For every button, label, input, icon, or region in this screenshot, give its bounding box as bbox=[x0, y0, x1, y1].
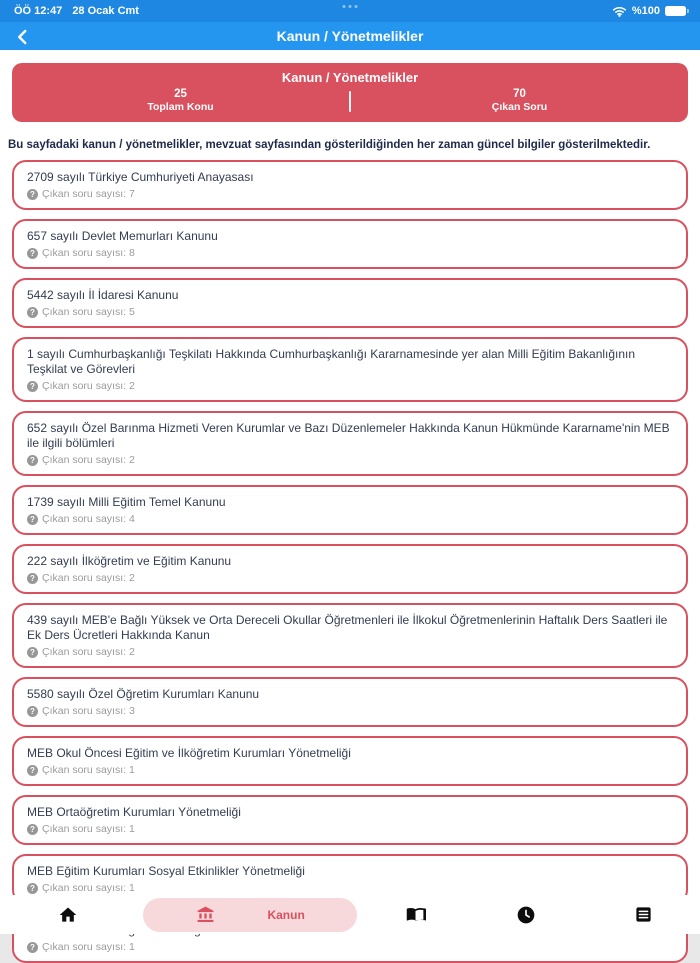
question-circle-icon: ? bbox=[27, 647, 38, 658]
law-card-title: 5580 sayılı Özel Öğretim Kurumları Kanunu bbox=[27, 687, 260, 701]
question-circle-icon: ? bbox=[27, 706, 38, 717]
law-card-title: MEB Ortaöğretim Kurumları Yönetmeliği bbox=[27, 805, 241, 819]
law-card-subtitle bbox=[27, 188, 673, 201]
law-card-subtitle bbox=[27, 941, 673, 954]
question-circle-icon: ? bbox=[27, 455, 38, 466]
question-circle-icon: ? bbox=[27, 189, 38, 200]
law-card-subtitle bbox=[27, 380, 673, 393]
law-card-subtitle bbox=[27, 823, 673, 836]
question-count: Çıkan soru sayısı: 1 bbox=[42, 823, 135, 835]
law-card-subtitle bbox=[27, 513, 673, 526]
home-icon bbox=[58, 905, 78, 925]
question-circle-icon: ? bbox=[27, 381, 38, 392]
law-card-title: 1739 sayılı Milli Eğitim Temel Kanunu bbox=[27, 495, 226, 509]
law-card-title: 657 sayılı Devlet Memurları Kanunu bbox=[27, 229, 218, 243]
question-circle-icon: ? bbox=[27, 824, 38, 835]
wifi-icon bbox=[612, 5, 627, 17]
banner-title: Kanun / Yönetmelikler bbox=[281, 70, 419, 85]
law-card-title: 2709 sayılı Türkiye Cumhuriyeti Anayasası bbox=[27, 170, 254, 184]
open-book-icon bbox=[405, 904, 426, 925]
law-card-subtitle bbox=[27, 572, 673, 585]
tab-kanun-pill[interactable] bbox=[143, 898, 357, 932]
question-count: Çıkan soru sayısı: 7 bbox=[42, 188, 135, 200]
law-card[interactable] bbox=[12, 278, 688, 328]
list-icon bbox=[634, 905, 653, 924]
summary-banner bbox=[12, 63, 688, 122]
tab-bar bbox=[0, 895, 700, 934]
info-text: Bu sayfadaki kanun / yönetmelikler, mevzuat sayfasından gösterildiğinden her zaman güncel bilgiler gösterilmektedir. bbox=[8, 139, 651, 151]
status-date: 28 Ocak Cmt bbox=[72, 5, 139, 17]
question-circle-icon: ? bbox=[27, 307, 38, 318]
question-count: Çıkan soru sayısı: 1 bbox=[42, 882, 135, 894]
law-card[interactable] bbox=[12, 677, 688, 727]
status-bar bbox=[0, 0, 700, 22]
status-time: ÖÖ 12:47 bbox=[14, 5, 63, 17]
banner-stats bbox=[12, 88, 688, 114]
tab-kanun[interactable] bbox=[137, 895, 365, 934]
law-card-subtitle bbox=[27, 454, 673, 467]
question-count: Çıkan soru sayısı: 1 bbox=[42, 764, 135, 776]
stat-total-topics bbox=[12, 88, 349, 114]
question-count: Çıkan soru sayısı: 2 bbox=[42, 454, 135, 466]
law-card-title: MEB Eğitim Kurumları Sosyal Etkinlikler Yönetmeliği bbox=[27, 864, 305, 878]
law-card-subtitle bbox=[27, 247, 673, 260]
law-card-subtitle bbox=[27, 646, 673, 659]
question-count: Çıkan soru sayısı: 2 bbox=[42, 646, 135, 658]
law-card[interactable] bbox=[12, 411, 688, 476]
stat-total-topics-label: Toplam Konu bbox=[147, 101, 214, 113]
law-card-subtitle bbox=[27, 705, 673, 718]
law-card[interactable] bbox=[12, 795, 688, 845]
law-card[interactable] bbox=[12, 219, 688, 269]
question-circle-icon: ? bbox=[27, 248, 38, 259]
page-title: Kanun / Yönetmelikler bbox=[276, 28, 424, 44]
stat-questions-asked-label: Çıkan Soru bbox=[491, 101, 548, 113]
tab-list[interactable] bbox=[586, 895, 700, 934]
back-button[interactable] bbox=[10, 25, 36, 49]
law-card-subtitle bbox=[27, 764, 673, 777]
question-count: Çıkan soru sayısı: 3 bbox=[42, 705, 135, 717]
law-card-title: 439 sayılı MEB'e Bağlı Yüksek ve Orta Dereceli Okullar Öğretmenleri ile İlkokul Öğretmenlerinin Haftalık Ders Saatleri ile Ek Ders Ücretleri Hakkında Kanun bbox=[27, 613, 668, 642]
question-circle-icon: ? bbox=[27, 573, 38, 584]
multitask-dots-icon bbox=[343, 5, 358, 8]
law-card[interactable] bbox=[12, 736, 688, 786]
question-count: Çıkan soru sayısı: 1 bbox=[42, 941, 135, 953]
bank-icon bbox=[196, 905, 215, 924]
tab-clock[interactable] bbox=[467, 895, 587, 934]
question-circle-icon: ? bbox=[27, 514, 38, 525]
question-count: Çıkan soru sayısı: 8 bbox=[42, 247, 135, 259]
stat-questions-asked-value: 70 bbox=[513, 88, 526, 100]
question-circle-icon: ? bbox=[27, 883, 38, 894]
chevron-left-icon bbox=[14, 28, 32, 46]
law-card[interactable] bbox=[12, 603, 688, 668]
navigation-bar bbox=[0, 22, 700, 50]
law-card[interactable] bbox=[12, 485, 688, 535]
stat-questions-asked bbox=[351, 88, 688, 114]
law-card-title: 5442 sayılı İl İdaresi Kanunu bbox=[27, 288, 179, 302]
law-card-list bbox=[12, 160, 688, 963]
battery-percent: %100 bbox=[631, 5, 660, 17]
battery-icon bbox=[665, 6, 686, 16]
stat-total-topics-value: 25 bbox=[174, 88, 187, 100]
question-circle-icon: ? bbox=[27, 942, 38, 953]
question-count: Çıkan soru sayısı: 5 bbox=[42, 306, 135, 318]
tab-book[interactable] bbox=[364, 895, 466, 934]
law-card[interactable] bbox=[12, 337, 688, 402]
question-circle-icon: ? bbox=[27, 765, 38, 776]
tab-kanun-label: Kanun bbox=[267, 907, 305, 922]
law-card-subtitle bbox=[27, 306, 673, 319]
question-count: Çıkan soru sayısı: 2 bbox=[42, 380, 135, 392]
law-card-title: 1 sayılı Cumhurbaşkanlığı Teşkilatı Hakkında Cumhurbaşkanlığı Kararnamesinde yer alan Milli Eğitim Bakanlığının Teşkilat ve Görevleri bbox=[27, 347, 636, 376]
law-card[interactable] bbox=[12, 544, 688, 594]
law-card-title: MEB Okul Öncesi Eğitim ve İlköğretim Kurumları Yönetmeliği bbox=[27, 746, 351, 760]
law-card-title: 222 sayılı İlköğretim ve Eğitim Kanunu bbox=[27, 554, 232, 568]
law-card[interactable] bbox=[12, 160, 688, 210]
question-count: Çıkan soru sayısı: 2 bbox=[42, 572, 135, 584]
law-card-subtitle bbox=[27, 882, 673, 895]
law-card-title: 652 sayılı Özel Barınma Hizmeti Veren Kurumlar ve Bazı Düzenlemeler Hakkında Kanun Hükmünde Kararname'nin MEB ile ilgili bölümleri bbox=[27, 421, 670, 450]
tab-home[interactable] bbox=[0, 895, 137, 934]
question-count: Çıkan soru sayısı: 4 bbox=[42, 513, 135, 525]
clock-icon bbox=[516, 905, 536, 925]
content-area bbox=[0, 50, 700, 953]
